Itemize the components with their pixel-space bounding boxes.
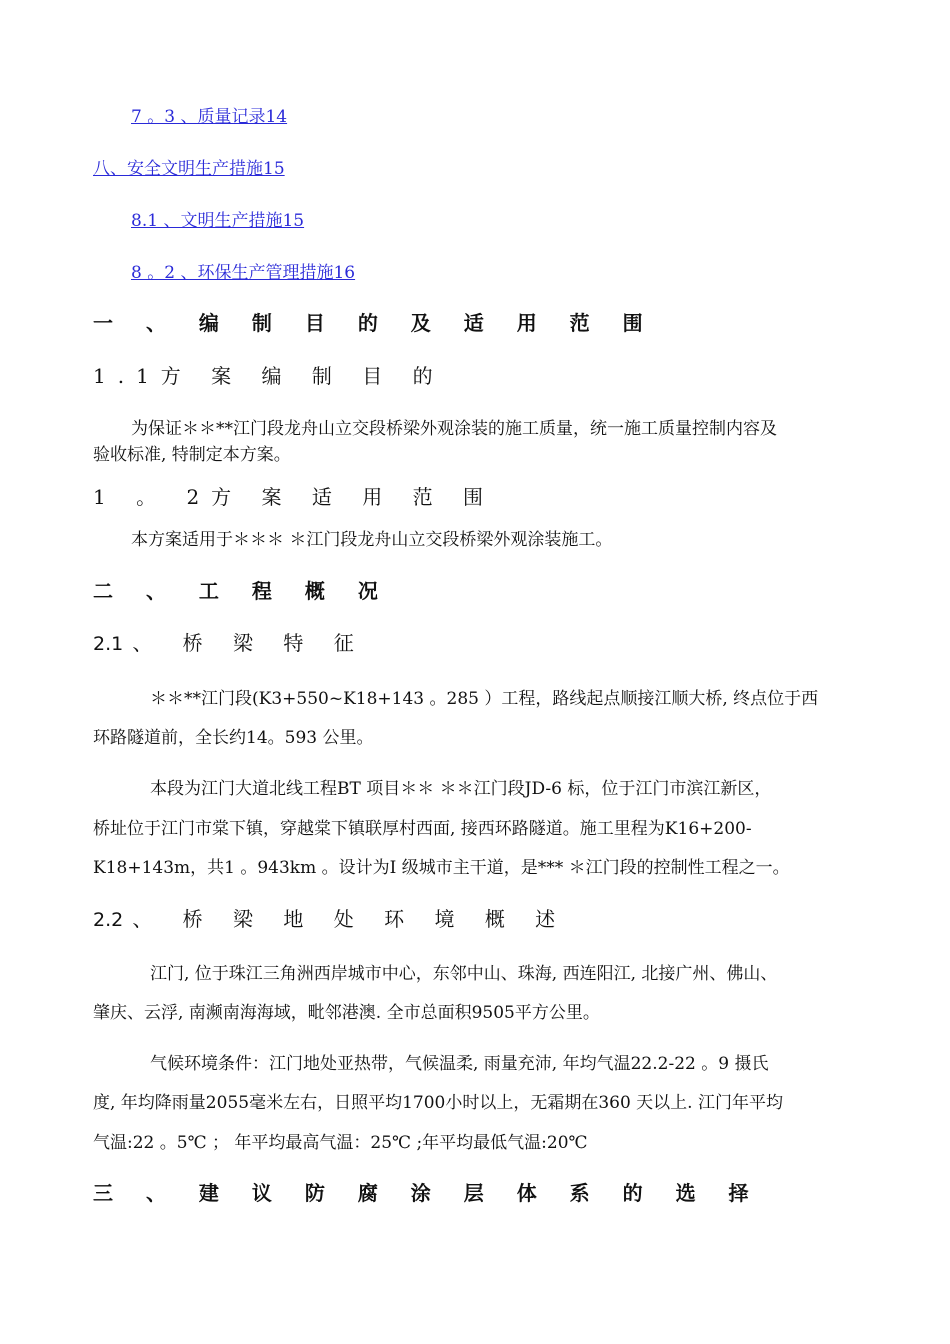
section-2-2-para-2-line-2: 度, 年均降雨量2055毫米左右，日照平均1700小时以上，无霜期在360 天以上. 江门年平均 [93, 1093, 783, 1113]
toc-link-8-2[interactable]: 8 。2 、环保生产管理措施16 [131, 263, 356, 283]
section-1-1-para-line-1: 为保证＊＊**江门段龙舟山立交段桥梁外观涂装的施工质量，统一施工质量控制内容及 [131, 419, 777, 439]
toc-link-7-3[interactable]: 7 。3 、质量记录14 [131, 107, 288, 127]
toc-link-8-1[interactable]: 8.1 、文明生产措施15 [131, 211, 305, 231]
section-2-2-heading [93, 903, 567, 932]
section-2-2-para-1-line-2: 肇庆、云浮, 南濒南海海域，毗邻港澳. 全市总面积9505平方公里。 [93, 1003, 600, 1023]
section-2-2-para-2-line-1: 气候环境条件：江门地处亚热带，气候温柔, 雨量充沛, 年均气温22.2-22 。9 摄氏 [150, 1054, 769, 1074]
section-2-1-para-2-line-3: K18+143m，共1 。943km 。设计为I 级城市主干道，是*** ＊江门段的控制性工程之一。 [93, 858, 790, 878]
section-3-heading: 三 、 建 议 防 腐 涂 层 体 系 的 选 择 [93, 1181, 762, 1205]
section-2-1-para-2-line-1: 本段为江门大道北线工程BT 项目＊＊ ＊＊江门段JD-6 标，位于江门市滨江新区， [150, 779, 772, 799]
section-2-2-number: 2.2 [93, 909, 124, 931]
section-2-1-heading [93, 627, 366, 656]
section-2-1-title: 、 桥 梁 特 征 [132, 631, 366, 655]
section-1-1-para-line-2: 验收标准, 特制定本方案。 [93, 445, 291, 465]
toc-link-8[interactable]: 八、安全文明生产措施15 [93, 159, 285, 179]
section-1-2-para: 本方案适用于＊＊＊ ＊江门段龙舟山立交段桥梁外观涂装施工。 [131, 530, 613, 550]
section-2-1-number: 2.1 [93, 633, 124, 655]
section-1-1-heading: 1.1方 案 编 制 目 的 [93, 364, 445, 388]
section-2-2-para-2-line-3: 气温:22 。5℃ ； 年平均最高气温：25℃ ;年平均最低气温:20℃ [93, 1133, 588, 1153]
section-2-1-para-1-line-1: ＊＊**江门段(K3+550~K18+143 。285 ）工程，路线起点顺接江顺大桥, 终点位于西 [150, 689, 819, 709]
section-2-1-para-2-line-2: 桥址位于江门市棠下镇，穿越棠下镇联厚村西面, 接西环路隧道。施工里程为K16+200- [93, 819, 752, 839]
section-2-2-para-1-line-1: 江门, 位于珠江三角洲西岸城市中心，东邻中山、珠海, 西连阳江, 北接广州、佛山、 [150, 964, 778, 984]
section-2-2-title: 、 桥 梁 地 处 环 境 概 述 [132, 907, 568, 931]
section-2-heading: 二 、 工 程 概 况 [93, 579, 391, 603]
section-1-heading: 一 、 编 制 目 的 及 适 用 范 围 [93, 311, 656, 335]
section-1-2-heading: 1 。 2方 案 适 用 范 围 [93, 485, 495, 509]
section-2-1-para-1-line-2: 环路隧道前，全长约14。593 公里。 [93, 728, 374, 748]
